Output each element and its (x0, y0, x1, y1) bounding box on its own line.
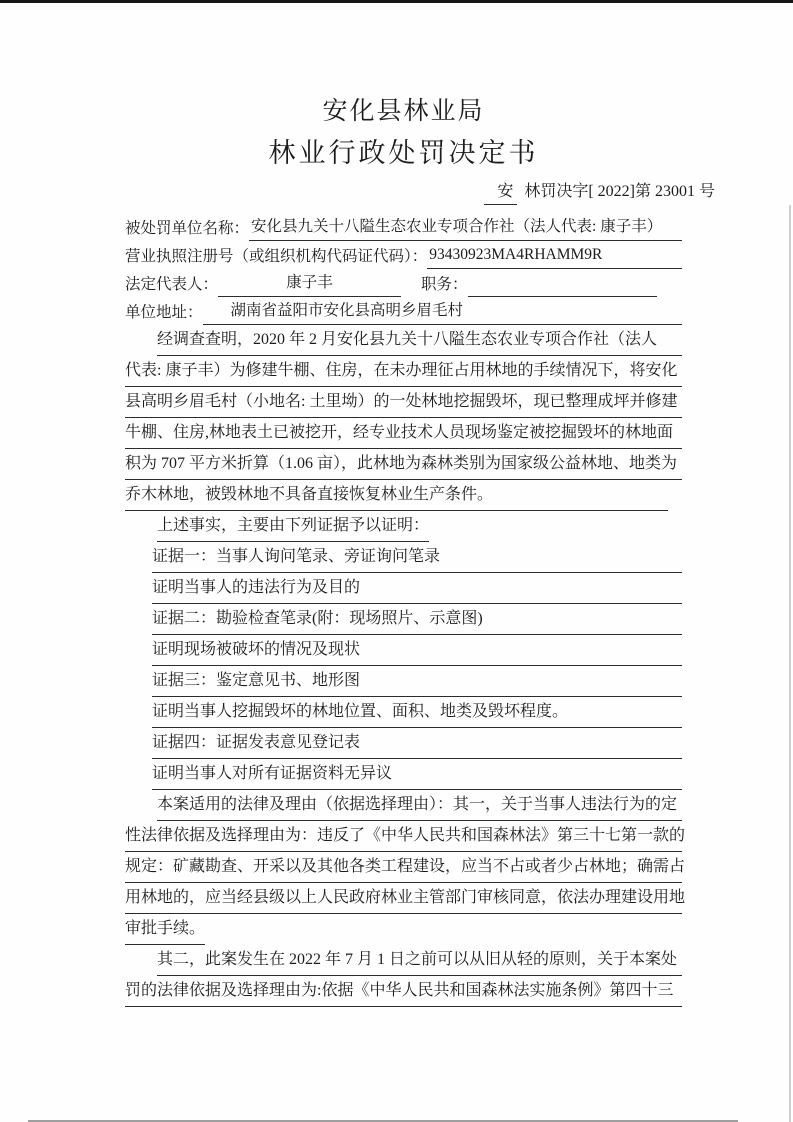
body-line-text: 上述事实，主要由下列证据予以证明： (157, 512, 429, 542)
body-ruled-line (125, 666, 682, 697)
body-line-text: 县高明乡眉毛村（小地名: 土里坳）的一处林地挖掘毁坏，现已整理成坪并修建 (125, 388, 682, 418)
body-line-text: 代表: 康子丰）为修建牛棚、住房，在未办理征占用林地的手续情况下，将安化 (125, 357, 682, 387)
body-line-text: 牛棚、住房,林地表土已被挖开，经专业技术人员现场鉴定被挖掘毁坏的林地面 (125, 419, 682, 449)
body-ruled-line (125, 604, 682, 635)
field-value-underline (203, 299, 682, 325)
body-line-text: 本案适用的法律及理由（依据选择理由）：其一，关于当事人违法行为的定 (157, 791, 682, 821)
field-value-underline (249, 215, 682, 241)
body-line-text: 证据三：鉴定意见书、地形图 (152, 667, 682, 697)
scan-artifact-right-edge (789, 205, 791, 1122)
body-ruled-line (125, 759, 682, 790)
body-ruled-line (125, 418, 682, 449)
document-number-region-code: 安 (484, 181, 517, 205)
field-value: 湖南省益阳市安化县高明乡眉毛村 (230, 302, 464, 319)
body-ruled-line (125, 387, 682, 418)
page-subtitle: 林业行政处罚决定书 (268, 138, 539, 168)
field-label: 被处罚单位名称： (125, 220, 250, 237)
body-ruled-line (125, 914, 682, 945)
document-body (125, 325, 686, 1007)
field-value: 安化县九关十八隘生态农业专项合作社（法人代表: 康子丰） (251, 218, 663, 235)
field-row (125, 241, 682, 269)
body-line-text: 证明当事人挖掘毁坏的林地位置、面积、地类及毁坏程度。 (152, 698, 682, 728)
body-ruled-line (125, 883, 686, 914)
body-ruled-line (125, 573, 682, 604)
field-label: 职务： (421, 276, 468, 293)
field-row (125, 269, 682, 297)
field-value-underline (427, 243, 682, 269)
body-line-text: 用林地的，应当经县级以上人民政府林业主管部门审核同意，依法办理建设用地 (125, 884, 682, 914)
body-line-text: 证明当事人的违法行为及目的 (152, 574, 682, 604)
body-line-text: 乔木林地，被毁林地不具备直接恢复林业生产条件。 (125, 481, 668, 511)
body-ruled-line (125, 635, 682, 666)
body-line-text: 罚的法律依据及选择理由为:依据《中华人民共和国森林法实施条例》第四十三 (125, 977, 682, 1007)
field-value-underline (218, 271, 401, 297)
field-row (125, 213, 682, 241)
body-line-text: 证明现场被破坏的情况及现状 (152, 636, 682, 666)
scan-artifact-top-edge (0, 0, 793, 3)
body-line-text: 证据四：证据发表意见登记表 (152, 729, 682, 759)
body-ruled-line (125, 449, 682, 480)
body-ruled-line (125, 325, 682, 356)
document-content (125, 96, 715, 1007)
body-ruled-line (125, 790, 682, 821)
body-line-text: 其二，此案发生在 2022 年 7 月 1 日之前可以从旧从轻的原则，关于本案处 (157, 946, 682, 976)
page-title: 安化县林业局 (322, 98, 485, 125)
field-label: 法定代表人： (125, 276, 219, 293)
field-value: 93430923MA4RHAMM9R (429, 246, 603, 263)
field-label: 营业执照注册号（或组织机构代码证代码）： (125, 248, 428, 265)
body-ruled-line (125, 480, 682, 511)
body-line-text: 积为 707 平方米折算（1.06 亩），此林地为森林类别为国家级公益林地、地类为 (125, 450, 682, 480)
body-ruled-line (125, 542, 682, 573)
document-number (125, 181, 715, 205)
field-value-underline (468, 295, 657, 297)
field-row (125, 297, 682, 325)
body-line-text: 证据一：当事人询问笔录、旁证询问笔录 (152, 543, 682, 573)
document-number-text: 林罚决字[ 2022]第 23001 号 (524, 183, 715, 200)
body-line-text: 经调查查明，2020 年 2 月安化县九关十八隘生态农业专项合作社（法人 (157, 326, 682, 356)
body-line-text: 审批手续。 (125, 915, 205, 945)
party-info-fields (125, 213, 682, 325)
body-ruled-line (125, 511, 682, 542)
body-ruled-line (125, 356, 682, 387)
body-line-text: 证据二：勘验检查笔录(附：现场照片、示意图) (152, 605, 682, 635)
body-ruled-line (125, 976, 682, 1007)
field-value: 康子丰 (286, 274, 333, 291)
body-ruled-line (125, 697, 682, 728)
body-line-text: 规定：矿藏勘查、开采以及其他各类工程建设，应当不占或者少占林地；确需占 (125, 853, 682, 883)
body-ruled-line (125, 945, 682, 976)
body-ruled-line (125, 728, 682, 759)
body-line-text: 性法律依据及选择理由为：违反了《中华人民共和国森林法》第三十七第一款的 (125, 822, 682, 852)
body-ruled-line (125, 821, 686, 852)
body-line-text: 证明当事人对所有证据资料无异议 (152, 760, 682, 790)
field-label: 单位地址： (125, 304, 203, 321)
body-ruled-line (125, 852, 686, 883)
